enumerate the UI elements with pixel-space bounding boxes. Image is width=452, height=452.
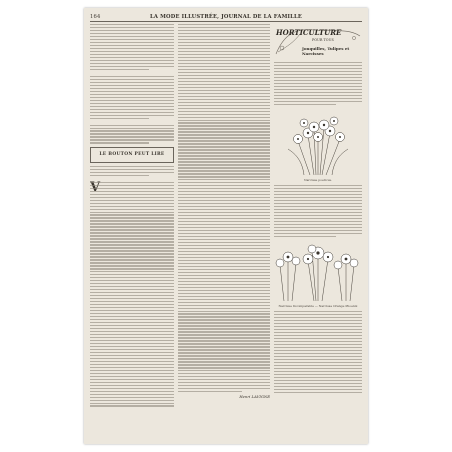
page-number: 164 — [90, 13, 101, 20]
magazine-page — [84, 8, 368, 444]
column-2 — [178, 24, 270, 436]
banner-subtitle: POUR TOUS — [312, 38, 334, 42]
narcissus-illustration-1 — [274, 109, 362, 182]
column-1-text-top — [90, 24, 174, 144]
author-signature: Henri LAVIGNE — [239, 394, 270, 400]
section-box-title: LE BOUTON PEUT LIRE — [90, 147, 174, 163]
narcissus-illustration-2 — [274, 241, 362, 308]
column-3-text-middle — [274, 185, 362, 237]
column-1-text-bottom — [90, 166, 174, 407]
running-title: LA MODE ILLUSTRÉE, JOURNAL DE LA FAMILLE — [150, 13, 302, 20]
column-3-text-top — [274, 62, 362, 105]
article-topic: Jonquilles, Tulipes et Narcisses — [302, 46, 350, 56]
narcissus-bouquet-icon — [274, 109, 362, 177]
column-3 — [274, 24, 362, 436]
narcissus-varieties-icon — [274, 241, 362, 303]
illustration-1-caption: Narcisse poeticus. — [303, 178, 333, 183]
page-header — [90, 12, 362, 22]
banner-title: HORTICULTURE — [276, 28, 342, 37]
column-1 — [90, 24, 174, 436]
column-3-text-bottom — [274, 311, 362, 393]
column-2-text — [178, 24, 270, 392]
horticulture-banner — [274, 24, 362, 58]
illustration-2-caption: Narcisse Incomparable — Narcisse Orange Phoenix — [278, 304, 358, 309]
